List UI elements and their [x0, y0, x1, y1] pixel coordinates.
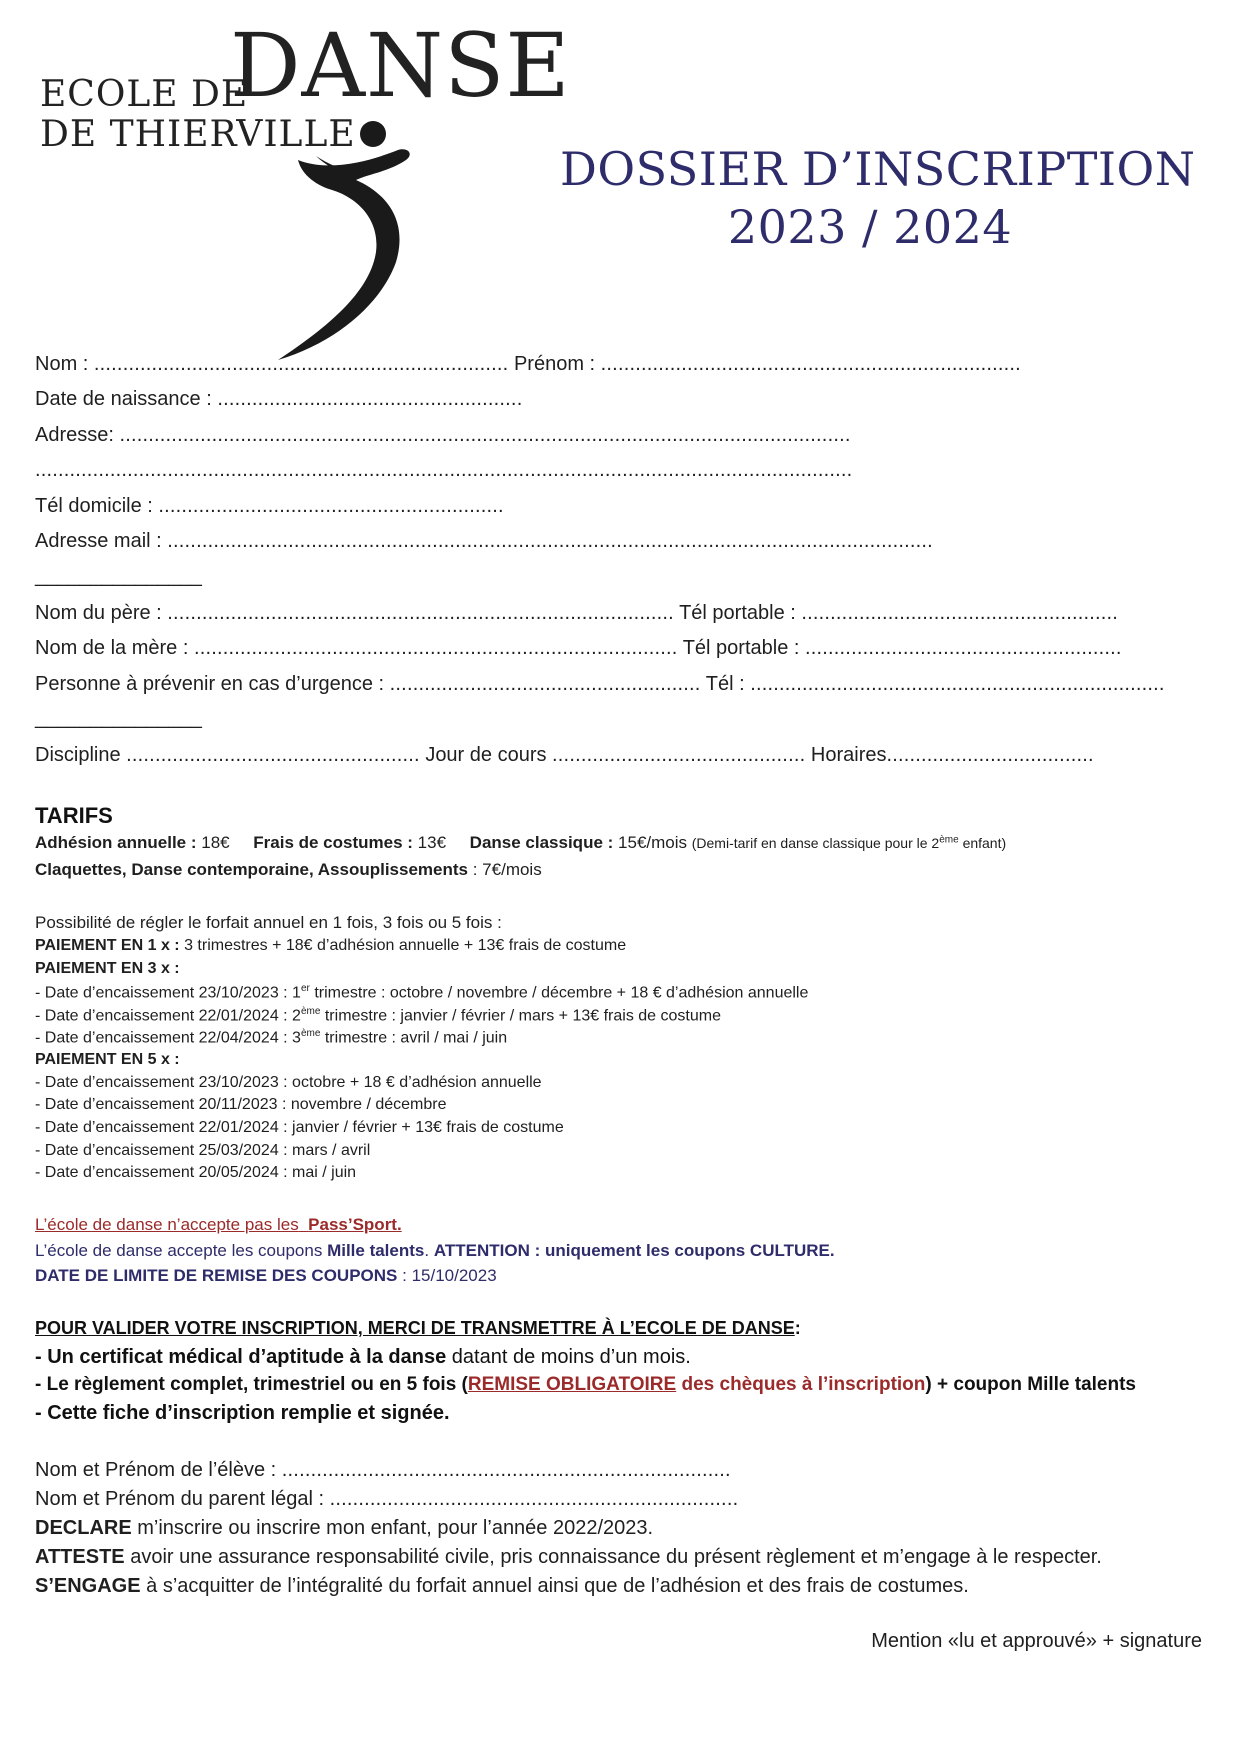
label-eleve: Nom et Prénom de l’élève :: [35, 1459, 277, 1481]
separator-2: _______________: [35, 707, 202, 729]
label-horaires: Horaires: [810, 744, 887, 766]
validation-heading: POUR VALIDER VOTRE INSCRIPTION, MERCI DE TRANSMETTRE À L’ECOLE DE DANSE:: [35, 1318, 801, 1338]
label-tel-domicile: Tél domicile :: [35, 495, 153, 517]
classique-value: 15€/mois: [618, 833, 688, 852]
input-parent[interactable]: .......................................................................: [329, 1488, 739, 1510]
requirement-form: - Cette fiche d’inscription remplie et signée.: [35, 1402, 450, 1424]
tarifs-row-1: [35, 833, 1006, 853]
logo-de-thierville: DE THIERVILLE: [40, 114, 356, 155]
payment-3x-line-3: - Date d’encaissement 22/04/2024 : 3ème trimestre : avril / mai / juin: [35, 1028, 508, 1047]
input-nom-pere[interactable]: ........................................................................................: [167, 602, 674, 624]
label-date-naissance: Date de naissance :: [35, 388, 212, 410]
label-urgence: Personne à prévenir en cas d’urgence :: [35, 673, 385, 695]
input-tel-domicile[interactable]: ............................................................: [158, 495, 504, 517]
tarifs-row-2: [35, 860, 542, 880]
passsport-text: L’école de danse n’accepte pas les: [35, 1215, 299, 1234]
dancer-logo-icon: [258, 102, 458, 362]
label-adresse-mail: Adresse mail :: [35, 530, 162, 552]
field-row-adresse: [35, 424, 851, 447]
coupon-deadline-value: : 15/10/2023: [402, 1266, 497, 1285]
attention-culture: ATTENTION : uniquement les coupons CULTURE.: [433, 1241, 835, 1260]
classique-label: Danse classique :: [469, 833, 614, 852]
label-adresse: Adresse:: [35, 424, 114, 446]
payment-5x-head: PAIEMENT EN 5 x :: [35, 1051, 180, 1068]
field-row-parent: [35, 1488, 738, 1511]
field-row-date-naissance: [35, 388, 522, 411]
input-date-naissance[interactable]: .....................................................: [217, 388, 523, 410]
field-row-discipline: [35, 744, 1094, 767]
field-row-mere: [35, 637, 1122, 660]
input-horaires[interactable]: ....................................: [886, 744, 1094, 766]
costumes-label: Frais de costumes :: [253, 833, 413, 852]
requirement-payment: - Le règlement complet, trimestriel ou en 5 fois (REMISE OBLIGATOIRE des chèques à l’inscription) + coupon Mille talents: [35, 1374, 1136, 1395]
school-logo: [38, 14, 571, 342]
logo-danse: DANSE: [230, 14, 571, 117]
payment-1x-head: PAIEMENT EN 1 x :: [35, 937, 180, 954]
input-tel-urgence[interactable]: ........................................................................: [750, 673, 1165, 695]
input-discipline[interactable]: ...................................................: [126, 744, 420, 766]
label-discipline: Discipline: [35, 744, 121, 766]
payment-1x: [35, 937, 626, 955]
mille-talents-notice: L’école de danse accepte les coupons Mille talents. ATTENTION : uniquement les coupons CULTURE.: [35, 1241, 835, 1260]
payment-1x-text: 3 trimestres + 18€ d’adhésion annuelle + 13€ frais de costume: [184, 937, 627, 954]
requirement-certificate: - Un certificat médical d’aptitude à la danse datant de moins d’un mois.: [35, 1346, 691, 1368]
payment-3x-head: PAIEMENT EN 3 x :: [35, 960, 180, 977]
title-line-1: DOSSIER D’INSCRIPTION: [560, 142, 1196, 196]
input-adresse-mail[interactable]: .....................................................................................................................................: [167, 530, 933, 552]
label-tel-urgence: Tél :: [705, 673, 745, 695]
input-prenom[interactable]: .........................................................................: [600, 353, 1021, 375]
separator-1: _______________: [35, 565, 202, 587]
coupon-deadline-label: DATE DE LIMITE DE REMISE DES COUPONS: [35, 1266, 398, 1285]
input-adresse[interactable]: ...............................................................................................................................: [119, 424, 851, 446]
input-tel-portable-pere[interactable]: .......................................................: [801, 602, 1119, 624]
field-row-tel-domicile: [35, 495, 504, 518]
input-nom[interactable]: ........................................................................: [93, 353, 509, 375]
declare-line: DECLARE m’inscrire ou inscrire mon enfant, pour l’année 2022/2023.: [35, 1517, 654, 1539]
input-nom-mere[interactable]: ....................................................................................: [193, 637, 678, 659]
payment-5x-line-3: - Date d’encaissement 22/01/2024 : janvier / février + 13€ frais de costume: [35, 1119, 564, 1136]
input-jour-cours[interactable]: ............................................: [552, 744, 806, 766]
adhesion-value: 18€: [201, 833, 230, 852]
field-row-pere: [35, 602, 1118, 625]
input-eleve[interactable]: ..............................................................................: [281, 1459, 731, 1481]
field-row-nom-prenom: [35, 353, 1021, 376]
classique-note: (Demi-tarif en danse classique pour le 2ème enfant): [691, 834, 1007, 851]
document-title: [560, 140, 1196, 256]
tarifs-heading: TARIFS: [35, 803, 113, 828]
payment-5x-line-4: - Date d’encaissement 25/03/2024 : mars / avril: [35, 1142, 371, 1159]
label-tel-portable-pere: Tél portable :: [679, 602, 796, 624]
label-nom-pere: Nom du père :: [35, 602, 162, 624]
other-disciplines-value: : 7€/mois: [472, 860, 542, 879]
payment-5x-line-5: - Date d’encaissement 20/05/2024 : mai / juin: [35, 1164, 357, 1181]
mille-talents-name: Mille talents: [327, 1241, 425, 1260]
field-row-urgence: [35, 673, 1165, 696]
input-adresse-line-2[interactable]: ..............................................................................................................................................: [35, 459, 853, 481]
input-urgence[interactable]: ......................................................: [389, 673, 701, 695]
label-parent: Nom et Prénom du parent légal :: [35, 1488, 325, 1510]
passsport-name: Pass’Sport.: [308, 1215, 402, 1234]
payment-3x-line-2: - Date d’encaissement 22/01/2024 : 2ème trimestre : janvier / février / mars + 13€ frais de costume: [35, 1006, 721, 1025]
label-prenom: Prénom :: [513, 353, 596, 375]
label-tel-portable-mere: Tél portable :: [682, 637, 800, 659]
field-row-eleve: [35, 1459, 731, 1482]
label-jour-cours: Jour de cours: [425, 744, 547, 766]
payment-5x-line-2: - Date d’encaissement 20/11/2023 : novembre / décembre: [35, 1096, 447, 1113]
label-nom-mere: Nom de la mère :: [35, 637, 189, 659]
atteste-line: ATTESTE avoir une assurance responsabilité civile, pris connaissance du présent règlement et m’engage à le respecter.: [35, 1546, 1102, 1568]
engage-line: S’ENGAGE à s’acquitter de l’intégralité du forfait annuel ainsi que de l’adhésion et des frais de costumes.: [35, 1575, 969, 1597]
remise-obligatoire: REMISE OBLIGATOIRE: [467, 1374, 677, 1395]
coupon-deadline: [35, 1266, 497, 1286]
label-nom: Nom :: [35, 353, 89, 375]
input-tel-portable-mere[interactable]: .......................................................: [805, 637, 1122, 659]
signature-mention: Mention «lu et approuvé» + signature: [871, 1630, 1202, 1652]
passsport-notice: [35, 1215, 402, 1235]
costumes-value: 13€: [417, 833, 447, 852]
title-line-2: 2023 / 2024: [727, 200, 1013, 254]
payment-5x-line-1: - Date d’encaissement 23/10/2023 : octobre + 18 € d’adhésion annuelle: [35, 1074, 542, 1091]
payment-intro: Possibilité de régler le forfait annuel en 1 fois, 3 fois ou 5 fois :: [35, 913, 502, 932]
adhesion-label: Adhésion annuelle :: [35, 833, 197, 852]
field-row-adresse-2: [35, 459, 852, 482]
other-disciplines-label: Claquettes, Danse contemporaine, Assouplissements: [35, 860, 468, 879]
payment-3x-line-1: - Date d’encaissement 23/10/2023 : 1er trimestre : octobre / novembre / décembre + 18 € d’adhésion annuelle: [35, 983, 809, 1002]
logo-ecole-de: ECOLE DE: [40, 74, 249, 115]
field-row-adresse-mail: [35, 530, 933, 553]
